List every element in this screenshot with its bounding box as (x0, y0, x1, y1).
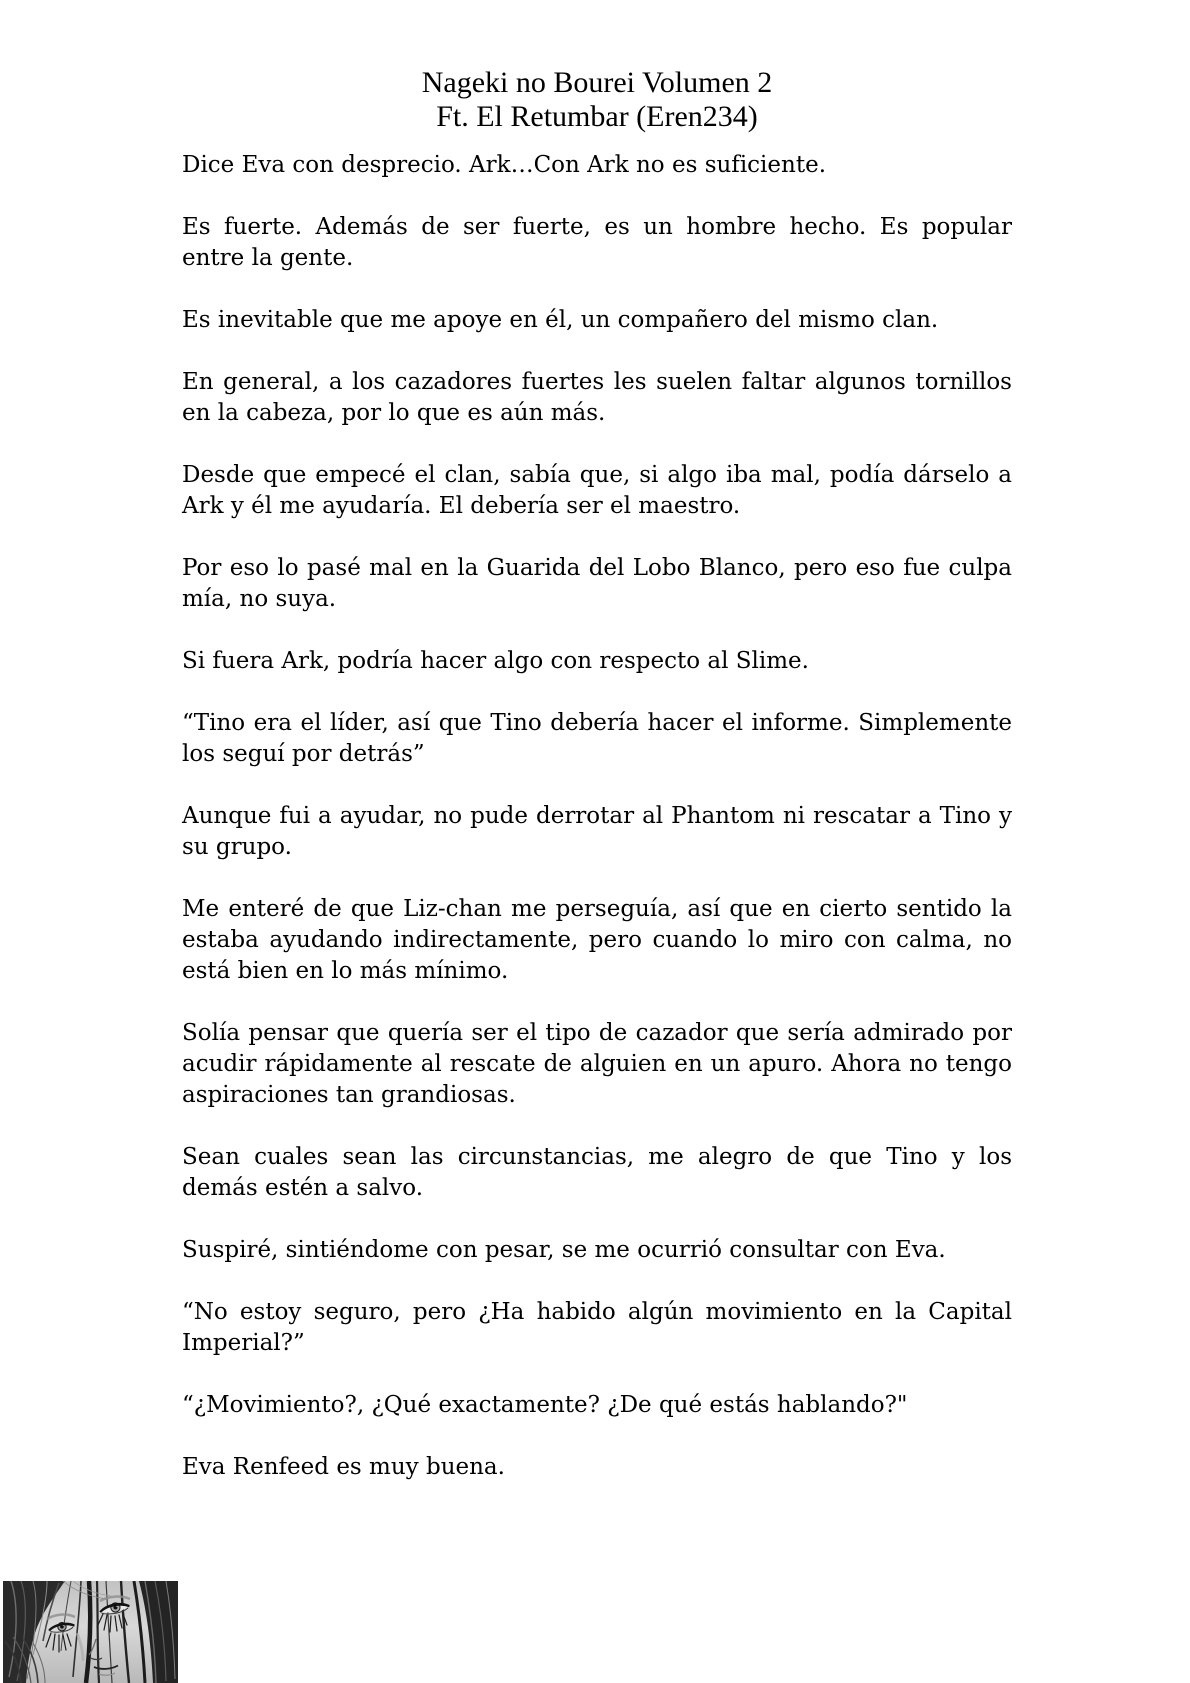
paragraph-9: Aunque fui a ayudar, no pude derrotar al Phantom ni rescatar a Tino y su grupo. (182, 803, 1012, 860)
manga-face-image (3, 1581, 178, 1683)
paragraph-5: Desde que empecé el clan, sabía que, si algo iba mal, podía dárselo a Ark y él me ayudaría. El debería ser el maestro. (182, 462, 1012, 519)
document-title-line-1: Nageki no Bourei Volumen 2 (421, 66, 773, 99)
paragraph-1: Dice Eva con desprecio. Ark…Con Ark no es suficiente. (182, 152, 826, 178)
paragraph-15: “¿Movimiento?, ¿Qué exactamente? ¿De qué estás hablando?" (182, 1392, 908, 1418)
paragraph-14: “No estoy seguro, pero ¿Ha habido algún movimiento en la Capital Imperial?” (182, 1299, 1012, 1356)
document-title-line-2: Ft. El Retumbar (Eren234) (436, 100, 758, 133)
paragraph-2: Es fuerte. Además de ser fuerte, es un hombre hecho. Es popular entre la gente. (182, 214, 1012, 271)
paragraph-12: Sean cuales sean las circunstancias, me alegro de que Tino y los demás estén a salvo. (182, 1144, 1012, 1201)
paragraph-11: Solía pensar que quería ser el tipo de cazador que sería admirado por acudir rápidamente al rescate de alguien en un apuro. Ahora no tengo aspiraciones tan grandiosas. (182, 1020, 1012, 1108)
paragraph-10: Me enteré de que Liz-chan me perseguía, así que en cierto sentido la estaba ayudando indirectamente, pero cuando lo miro con calma, no está bien en lo más mínimo. (182, 896, 1012, 984)
manga-face-figure (3, 1581, 178, 1683)
paragraph-13: Suspiré, sintiéndome con pesar, se me ocurrió consultar con Eva. (182, 1237, 946, 1263)
document-body (182, 150, 1012, 1483)
paragraph-4: En general, a los cazadores fuertes les suelen faltar algunos tornillos en la cabeza, por lo que es aún más. (182, 369, 1012, 426)
paragraph-8: “Tino era el líder, así que Tino debería hacer el informe. Simplemente los seguí por detrás” (182, 710, 1012, 767)
paragraph-7: Si fuera Ark, podría hacer algo con respecto al Slime. (182, 648, 809, 674)
document-header (182, 66, 1012, 134)
paragraph-16: Eva Renfeed es muy buena. (182, 1454, 505, 1480)
paragraph-6: Por eso lo pasé mal en la Guarida del Lobo Blanco, pero eso fue culpa mía, no suya. (182, 555, 1012, 612)
paragraph-3: Es inevitable que me apoye en él, un compañero del mismo clan. (182, 307, 939, 333)
